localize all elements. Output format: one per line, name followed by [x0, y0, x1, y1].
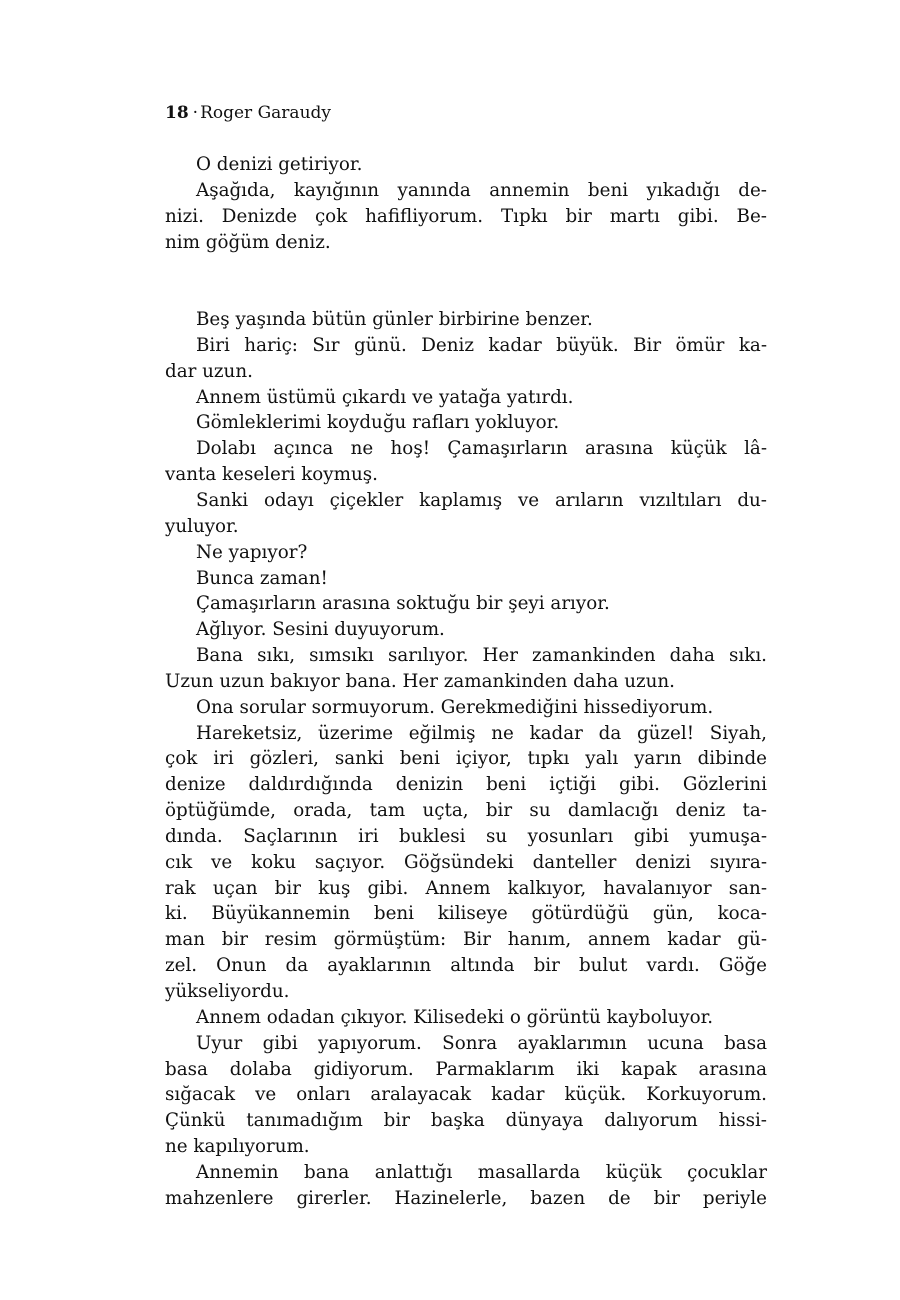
text-line: man bir resim görmüştüm: Bir hanım, annem kadar gü- [165, 929, 767, 951]
text-line: cık ve koku saçıyor. Göğsündeki danteller denizi sıyıra- [165, 851, 767, 873]
paragraph [165, 1160, 767, 1212]
text-line: çok iri gözleri, sanki beni içiyor, tıpkı yalı yarın dibinde [165, 748, 767, 770]
text-line: yükseliyordu. [165, 981, 290, 1002]
paragraph [165, 178, 767, 256]
text-line: O denizi getiriyor. [196, 154, 363, 175]
text-section-1 [165, 152, 767, 255]
text-line: Beş yaşında bütün günler birbirine benzer. [196, 309, 593, 331]
text-line: dar uzun. [165, 360, 253, 382]
text-line: denize daldırdığında denizin beni içtiği gibi. Gözlerini [165, 774, 767, 796]
text-line: ki. Büyükannemin beni kiliseye götürdüğü gün, koca- [165, 903, 767, 925]
text-line: yuluyor. [165, 515, 239, 537]
text-line: Annemin bana anlattığı masallarda küçük çocuklar [196, 1161, 767, 1183]
text-line: Aşağıda, kayığının yanında annemin beni yıkadığı de- [196, 179, 767, 201]
text-line: Ona sorular sormuyorum. Gerekmediğini hissediyorum. [196, 696, 714, 718]
text-section-2 [165, 307, 767, 1212]
text-line: ne kapılıyorum. [165, 1136, 310, 1158]
paragraph [165, 488, 767, 540]
text-line: Gömleklerimi koyduğu rafları yokluyor. [196, 412, 560, 434]
text-line: Çünkü tanımadığım bir başka dünyaya dalıyorum hissi- [165, 1110, 767, 1132]
text-line: öptüğümde, orada, tam uçta, bir su damlacığı deniz ta- [165, 800, 767, 822]
text-line: Bunca zaman! [196, 567, 328, 589]
text-line: Ne yapıyor? [196, 541, 308, 563]
paragraph [165, 721, 767, 1005]
author-name: Roger Garaudy [200, 103, 331, 123]
paragraph [165, 1005, 767, 1031]
paragraph [165, 152, 767, 178]
text-line: Ağlıyor. Sesini duyuyorum. [196, 619, 445, 641]
text-line: zel. Onun da ayaklarının altında bir bulut vardı. Göğe [165, 955, 767, 977]
text-line: Sanki odayı çiçekler kaplamış ve arıların vızıltıları du- [196, 489, 767, 511]
text-line: mahzenlere girerler. Hazinelerle, bazen de bir periyle [165, 1187, 767, 1209]
text-line: dında. Saçlarının iri buklesi su yosunları gibi yumuşa- [165, 825, 767, 847]
text-line: vanta keseleri koymuş. [165, 464, 378, 486]
paragraph [165, 410, 767, 436]
text-line: Bana sıkı, sımsıkı sarılıyor. Her zamankinden daha sıkı. [196, 645, 767, 667]
text-line: Annem odadan çıkıyor. Kilisedeki o görüntü kayboluyor. [196, 1006, 714, 1028]
paragraph [165, 540, 767, 566]
page-number: 18 [165, 103, 189, 123]
paragraph [165, 307, 767, 333]
text-line: nizi. Denizde çok hafifliyorum. Tıpkı bir martı gibi. Be- [165, 205, 767, 227]
text-line: Çamaşırların arasına soktuğu bir şeyi arıyor. [196, 593, 610, 615]
paragraph [165, 591, 767, 617]
paragraph [165, 385, 767, 411]
text-line: Biri hariç: Sır günü. Deniz kadar büyük. Bir ömür ka- [196, 334, 767, 356]
text-line: Uyur gibi yapıyorum. Sonra ayaklarımın ucuna basa [196, 1032, 767, 1054]
paragraph [165, 566, 767, 592]
header-separator: · [192, 103, 199, 123]
paragraph [165, 436, 767, 488]
text-line: basa dolaba gidiyorum. Parmaklarım iki kapak arasına [165, 1058, 767, 1080]
text-line: rak uçan bir kuş gibi. Annem kalkıyor, havalanıyor san- [165, 877, 767, 899]
text-line: sığacak ve onları aralayacak kadar küçük. Korkuyorum. [165, 1084, 767, 1106]
paragraph [165, 617, 767, 643]
paragraph [165, 1031, 767, 1160]
text-line: nim göğüm deniz. [165, 231, 331, 253]
body-text [165, 152, 767, 1212]
running-head [165, 101, 331, 125]
paragraph [165, 695, 767, 721]
text-line: Uzun uzun bakıyor bana. Her zamankinden daha uzun. [165, 670, 675, 692]
paragraph [165, 643, 767, 695]
text-line: Dolabı açınca ne hoş! Çamaşırların arasına küçük lâ- [196, 438, 767, 460]
text-line: Hareketsiz, üzerime eğilmiş ne kadar da güzel! Siyah, [196, 722, 767, 744]
paragraph [165, 333, 767, 385]
section-break [165, 255, 767, 307]
text-line: Annem üstümü çıkardı ve yatağa yatırdı. [196, 386, 574, 408]
